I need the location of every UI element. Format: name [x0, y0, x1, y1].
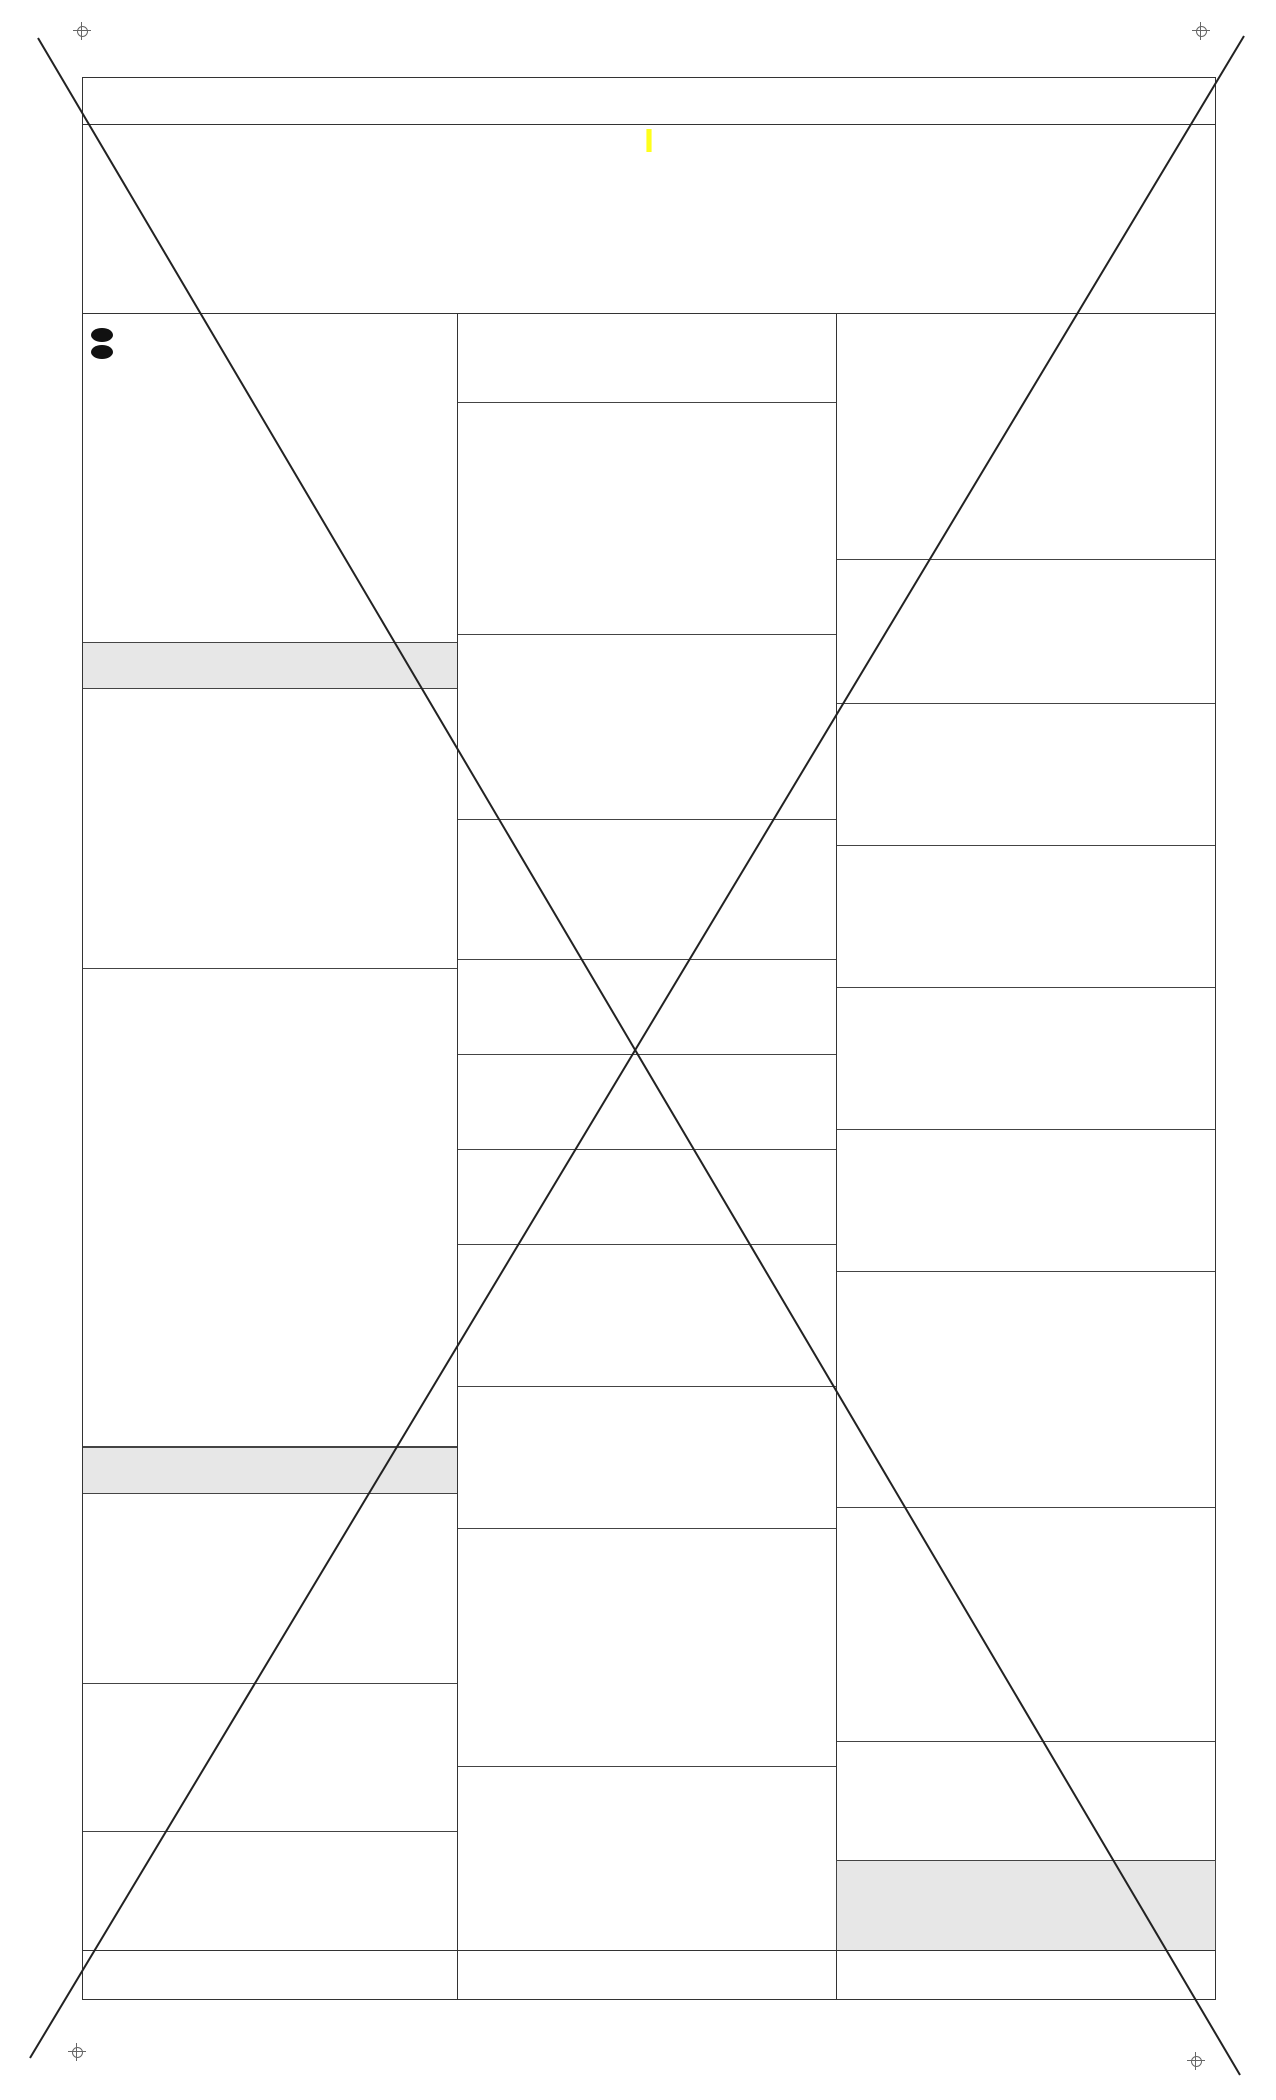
section-header-federal [83, 642, 458, 689]
instruction-note [91, 327, 452, 391]
race-supreme-court-place-6 [458, 1150, 837, 1245]
sample-ballot-title-bar [82, 77, 1216, 125]
race-supreme-court-place-2 [458, 960, 837, 1055]
race-appeals-place-11 [837, 1272, 1215, 1508]
race-agriculture [458, 635, 837, 820]
race-attorney-general [83, 1832, 458, 1950]
race-cca-place-8 [458, 1529, 837, 1767]
footer-sequence [836, 1950, 1216, 2000]
election-name [646, 129, 651, 152]
filled-oval-icon [91, 328, 113, 342]
race-governor [83, 1494, 458, 1684]
registration-crosshair-icon [68, 2043, 86, 2061]
footer-ballot-id [457, 1950, 837, 2000]
column-right [836, 313, 1216, 1860]
race-appeals-place-13 [837, 1742, 1215, 1860]
race-comptroller [458, 313, 837, 403]
race-appeals-place-9 [837, 988, 1215, 1130]
race-land-office [458, 403, 837, 635]
ballot-header [82, 124, 1216, 314]
filled-oval-icon [91, 345, 113, 359]
race-appeals-place-5 [837, 846, 1215, 988]
race-railroad-commissioner [458, 820, 837, 960]
race-supreme-court-place-4 [458, 1055, 837, 1150]
registration-crosshair-icon [73, 22, 91, 40]
official-ballot-heading [162, 128, 1136, 153]
column-middle [457, 313, 837, 1951]
registration-crosshair-icon [1187, 2052, 1205, 2070]
race-appeals-place-12 [837, 1508, 1215, 1742]
race-presiding-judge-cca [458, 1245, 837, 1387]
race-appeals-place-2 [837, 704, 1215, 846]
race-state-senator [458, 1767, 837, 1951]
registration-crosshair-icon [1192, 22, 1210, 40]
race-state-representative [837, 313, 1215, 560]
section-header-state [83, 1447, 458, 1494]
race-us-representative [83, 969, 458, 1447]
race-appeals-place-10 [837, 1130, 1215, 1272]
race-chief-justice-5th [837, 560, 1215, 704]
footer-precinct [82, 1950, 458, 2000]
column-left [82, 313, 458, 1951]
race-us-senator [83, 689, 458, 969]
race-lieutenant-governor [83, 1684, 458, 1832]
vote-both-sides-notice [836, 1860, 1216, 1951]
race-cca-place-7 [458, 1387, 837, 1529]
